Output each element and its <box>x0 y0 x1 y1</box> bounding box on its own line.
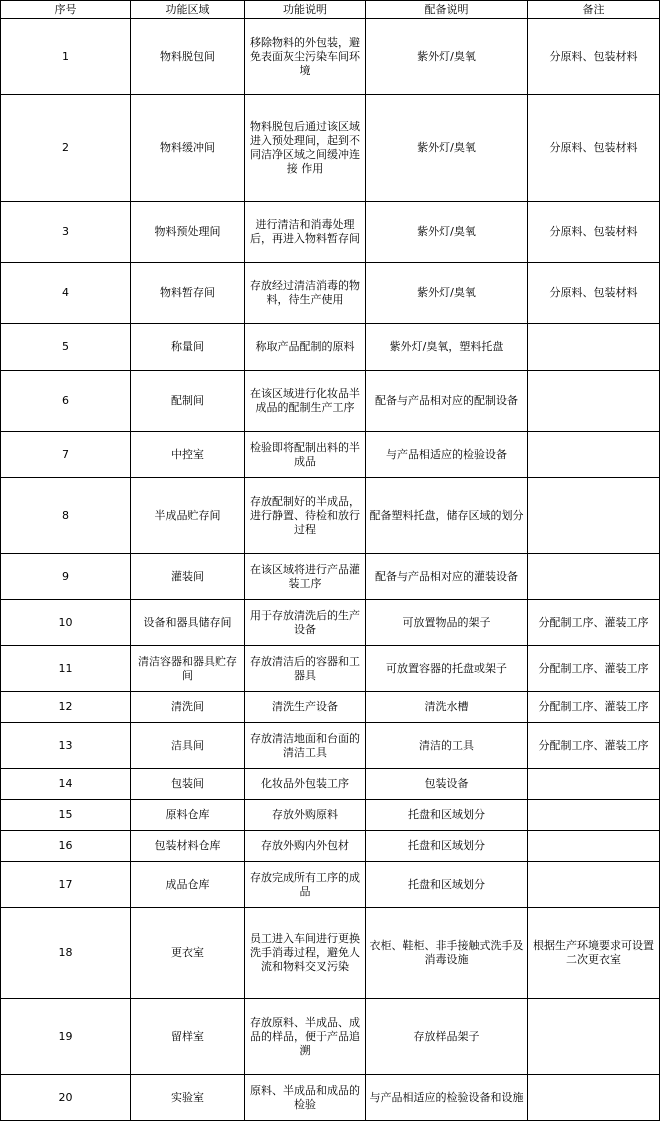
cell-equipment: 配备与产品相对应的配制设备 <box>366 371 528 432</box>
cell-description: 原料、半成品和成品的检验 <box>245 1075 366 1121</box>
cell-note <box>528 478 660 554</box>
cell-serial: 20 <box>1 1075 131 1121</box>
table-row <box>1 554 660 600</box>
table-row <box>1 600 660 646</box>
header-description: 功能说明 <box>245 1 366 19</box>
cell-equipment: 配备与产品相对应的灌装设备 <box>366 554 528 600</box>
cell-serial: 7 <box>1 432 131 478</box>
cell-area: 配制间 <box>131 371 245 432</box>
table-row <box>1 999 660 1075</box>
cell-serial: 10 <box>1 600 131 646</box>
cell-equipment: 清洗水槽 <box>366 692 528 723</box>
table-row <box>1 646 660 692</box>
cell-area: 原料仓库 <box>131 800 245 831</box>
cell-note <box>528 831 660 862</box>
cell-description: 员工进入车间进行更换洗手消毒过程，避免人流和物料交叉污染 <box>245 908 366 999</box>
cell-equipment: 紫外灯/臭氧 <box>366 263 528 324</box>
cell-serial: 17 <box>1 862 131 908</box>
cell-description: 存放配制好的半成品，进行静置、待检和放行过程 <box>245 478 366 554</box>
table-row <box>1 263 660 324</box>
cell-equipment: 托盘和区域划分 <box>366 831 528 862</box>
table-row <box>1 769 660 800</box>
table-row <box>1 831 660 862</box>
cell-serial: 16 <box>1 831 131 862</box>
table-row <box>1 324 660 371</box>
table-row <box>1 371 660 432</box>
cell-note: 分原料、包装材料 <box>528 263 660 324</box>
table-row <box>1 723 660 769</box>
cell-area: 设备和器具储存间 <box>131 600 245 646</box>
cell-description: 称取产品配制的原料 <box>245 324 366 371</box>
cell-equipment: 可放置容器的托盘或架子 <box>366 646 528 692</box>
cell-area: 中控室 <box>131 432 245 478</box>
cell-area: 实验室 <box>131 1075 245 1121</box>
cell-serial: 3 <box>1 202 131 263</box>
cell-note: 分原料、包装材料 <box>528 19 660 95</box>
cell-area: 包装间 <box>131 769 245 800</box>
cell-description: 物料脱包后通过该区域进入预处理间，起到不同洁净区域之间缓冲连接 作用 <box>245 95 366 202</box>
header-equipment: 配备说明 <box>366 1 528 19</box>
cell-area: 包装材料仓库 <box>131 831 245 862</box>
cell-area: 成品仓库 <box>131 862 245 908</box>
table-row <box>1 432 660 478</box>
table-row <box>1 478 660 554</box>
cell-equipment: 紫外灯/臭氧，塑料托盘 <box>366 324 528 371</box>
cell-note: 分配制工序、灌装工序 <box>528 692 660 723</box>
cell-description: 存放经过清洁消毒的物料，待生产使用 <box>245 263 366 324</box>
cell-note <box>528 862 660 908</box>
cell-area: 物料脱包间 <box>131 19 245 95</box>
cell-serial: 18 <box>1 908 131 999</box>
cell-description: 移除物料的外包装，避免表面灰尘污染车间环境 <box>245 19 366 95</box>
cell-equipment: 配备塑料托盘，储存区域的划分 <box>366 478 528 554</box>
cell-note <box>528 800 660 831</box>
cell-equipment: 紫外灯/臭氧 <box>366 95 528 202</box>
cell-description: 存放外购原料 <box>245 800 366 831</box>
cell-area: 物料缓冲间 <box>131 95 245 202</box>
cell-description: 检验即将配制出料的半成品 <box>245 432 366 478</box>
cell-note: 分原料、包装材料 <box>528 202 660 263</box>
header-row <box>1 1 660 19</box>
cell-area: 留样室 <box>131 999 245 1075</box>
cell-equipment: 包装设备 <box>366 769 528 800</box>
cell-area: 称量间 <box>131 324 245 371</box>
cell-description: 在该区域进行化妆品半成品的配制生产工序 <box>245 371 366 432</box>
cell-equipment: 与产品相适应的检验设备和设施 <box>366 1075 528 1121</box>
cell-note: 根据生产环境要求可设置二次更衣室 <box>528 908 660 999</box>
cell-serial: 13 <box>1 723 131 769</box>
cell-note <box>528 999 660 1075</box>
cell-equipment: 存放样品架子 <box>366 999 528 1075</box>
cell-note: 分配制工序、灌装工序 <box>528 646 660 692</box>
cell-note <box>528 769 660 800</box>
cell-note: 分配制工序、灌装工序 <box>528 723 660 769</box>
cell-area: 半成品贮存间 <box>131 478 245 554</box>
cell-equipment: 托盘和区域划分 <box>366 862 528 908</box>
cell-serial: 1 <box>1 19 131 95</box>
cell-note <box>528 1075 660 1121</box>
cell-serial: 15 <box>1 800 131 831</box>
cell-serial: 19 <box>1 999 131 1075</box>
cell-area: 洁具间 <box>131 723 245 769</box>
cell-note <box>528 324 660 371</box>
header-serial: 序号 <box>1 1 131 19</box>
table-row <box>1 202 660 263</box>
cell-description: 清洗生产设备 <box>245 692 366 723</box>
cell-description: 化妆品外包装工序 <box>245 769 366 800</box>
cell-equipment: 可放置物品的架子 <box>366 600 528 646</box>
cell-description: 存放清洁后的容器和工器具 <box>245 646 366 692</box>
cell-equipment: 衣柜、鞋柜、非手接触式洗手及消毒设施 <box>366 908 528 999</box>
cell-area: 更衣室 <box>131 908 245 999</box>
cell-description: 在该区域将进行产品灌装工序 <box>245 554 366 600</box>
cell-area: 清洗间 <box>131 692 245 723</box>
table-row <box>1 800 660 831</box>
cell-area: 灌装间 <box>131 554 245 600</box>
cell-serial: 11 <box>1 646 131 692</box>
cell-equipment: 紫外灯/臭氧 <box>366 202 528 263</box>
table-row <box>1 692 660 723</box>
table-row <box>1 862 660 908</box>
cell-equipment: 紫外灯/臭氧 <box>366 19 528 95</box>
cell-note: 分配制工序、灌装工序 <box>528 600 660 646</box>
cell-equipment: 清洁的工具 <box>366 723 528 769</box>
table-row <box>1 908 660 999</box>
cell-description: 存放外购内外包材 <box>245 831 366 862</box>
cell-equipment: 托盘和区域划分 <box>366 800 528 831</box>
cell-note <box>528 554 660 600</box>
cell-description: 存放完成所有工序的成品 <box>245 862 366 908</box>
table-row <box>1 95 660 202</box>
header-note: 备注 <box>528 1 660 19</box>
cell-serial: 14 <box>1 769 131 800</box>
cell-serial: 5 <box>1 324 131 371</box>
cell-note <box>528 371 660 432</box>
table-row <box>1 19 660 95</box>
cell-note: 分原料、包装材料 <box>528 95 660 202</box>
cell-description: 存放原料、半成品、成品的样品，便于产品追溯 <box>245 999 366 1075</box>
cell-area: 清洁容器和器具贮存间 <box>131 646 245 692</box>
cell-description: 用于存放清洗后的生产设备 <box>245 600 366 646</box>
cell-serial: 4 <box>1 263 131 324</box>
cell-serial: 9 <box>1 554 131 600</box>
header-area: 功能区域 <box>131 1 245 19</box>
cell-area: 物料预处理间 <box>131 202 245 263</box>
table-row <box>1 1075 660 1121</box>
cell-description: 存放清洁地面和台面的清洁工具 <box>245 723 366 769</box>
cell-area: 物料暂存间 <box>131 263 245 324</box>
cell-note <box>528 432 660 478</box>
cell-equipment: 与产品相适应的检验设备 <box>366 432 528 478</box>
cell-description: 进行清洁和消毒处理后，再进入物料暂存间 <box>245 202 366 263</box>
cell-serial: 2 <box>1 95 131 202</box>
cell-serial: 8 <box>1 478 131 554</box>
cell-serial: 12 <box>1 692 131 723</box>
cell-serial: 6 <box>1 371 131 432</box>
